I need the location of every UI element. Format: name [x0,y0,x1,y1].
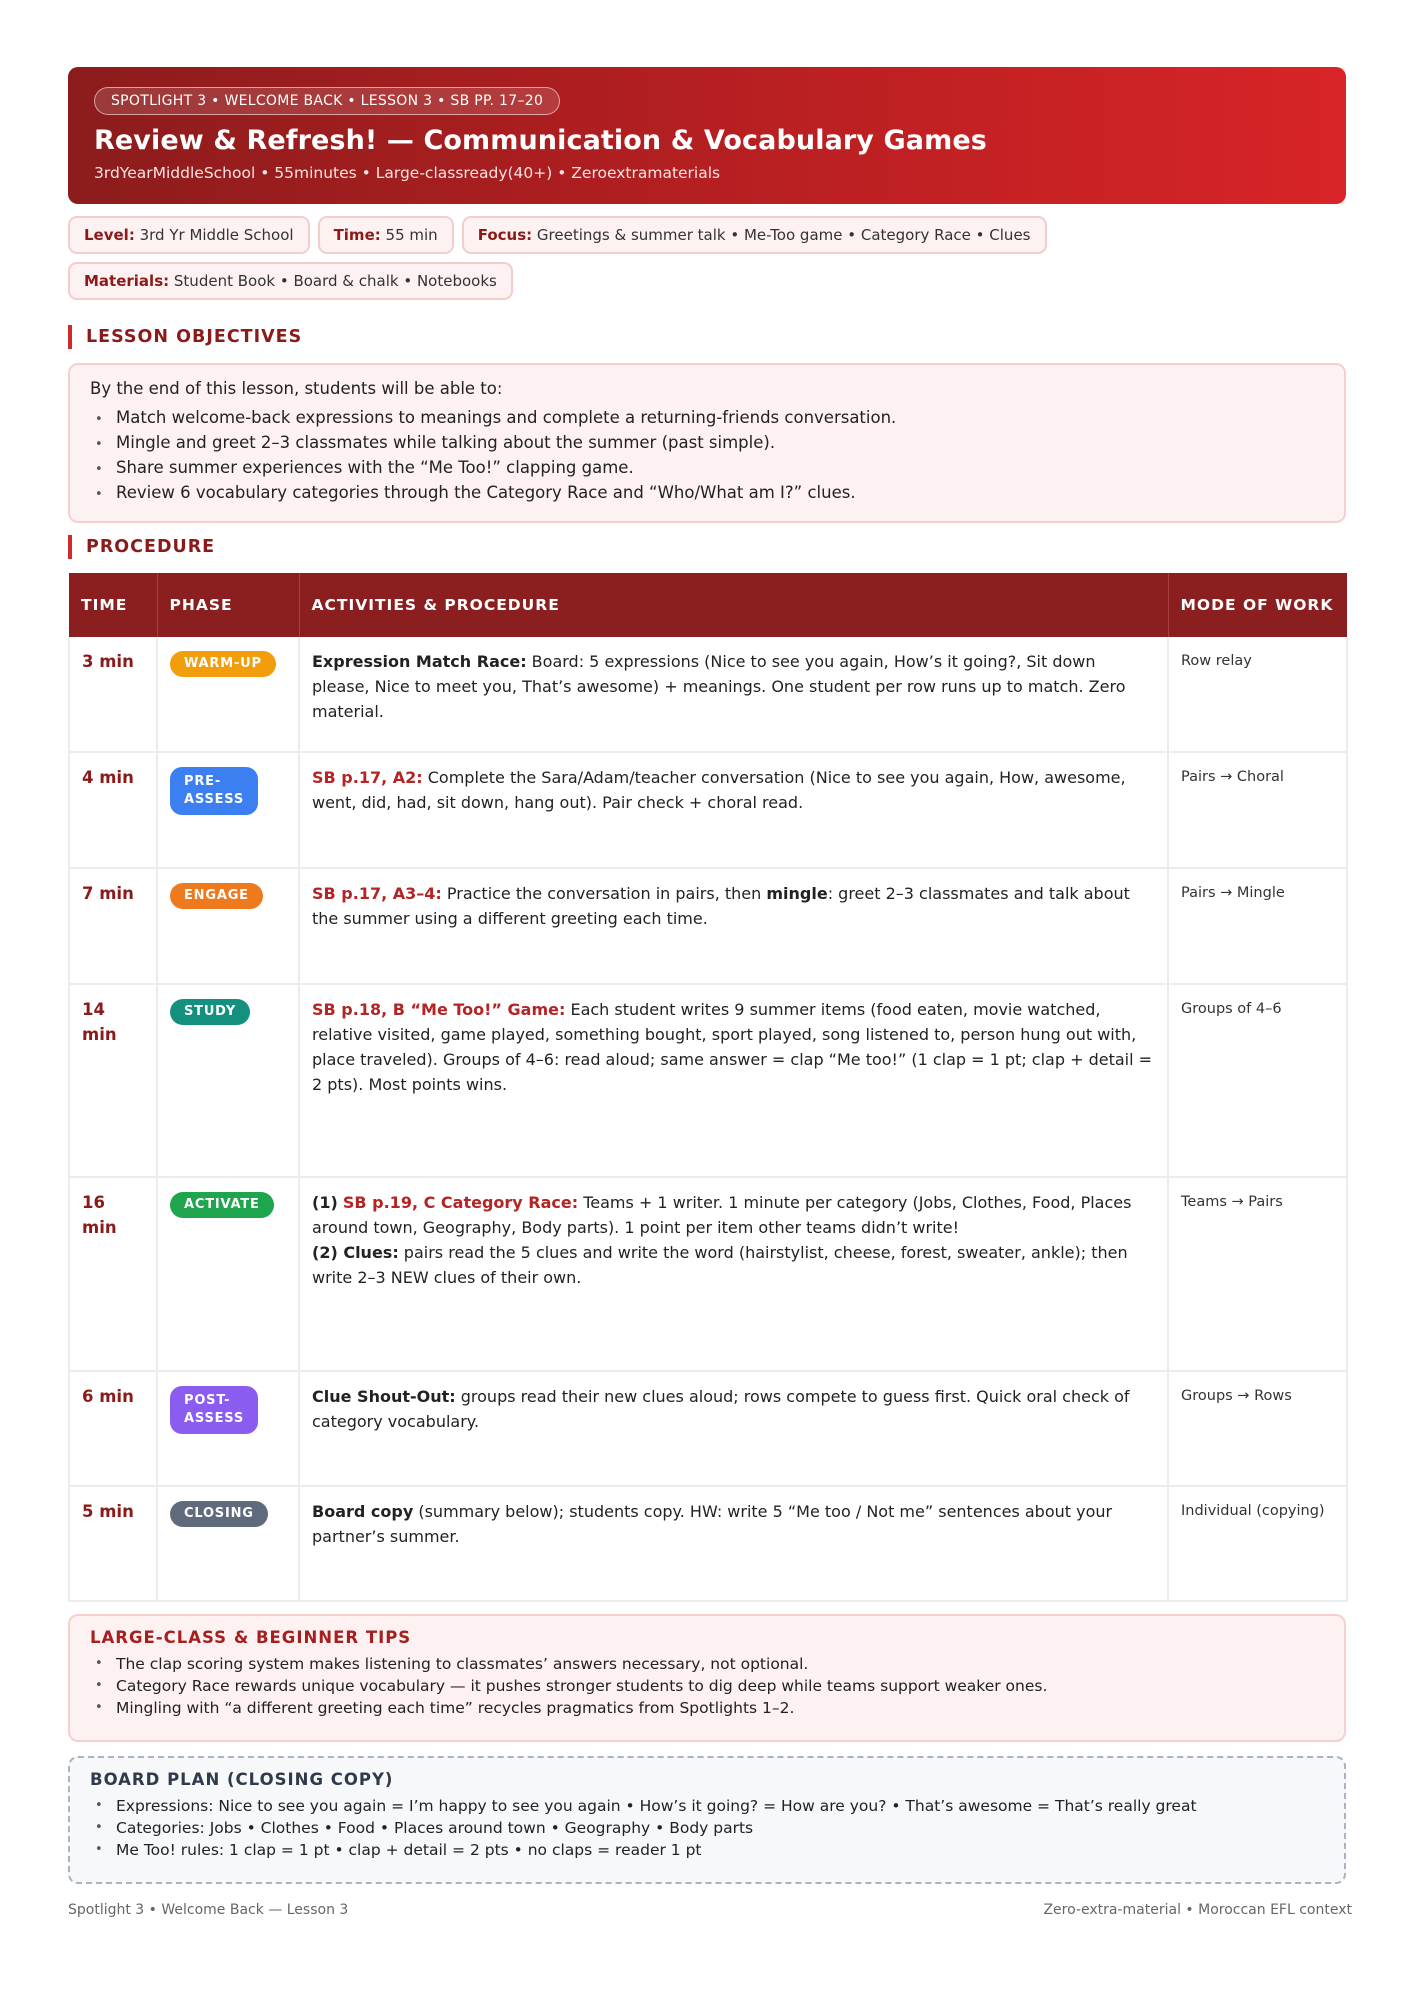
table-row [69,984,1347,1177]
board-plan-item: • Me Too! rules: 1 clap = 1 pt • clap + detail = 2 pts • no claps = reader 1 pt [90,1839,1324,1861]
objective-item: • Match welcome-back expressions to meanings and complete a returning-friends conversation. [90,405,1324,430]
table-row [69,1177,1347,1371]
focus-value: Greetings & summer talk • Me-Too game • Category Race • Clues [536,226,1031,244]
phase-badge: WARM-UP [170,651,276,677]
phase-badge: CLOSING [170,1501,268,1527]
materials-label: Materials: [84,272,170,290]
row-phase [157,752,299,868]
tips-list [90,1653,1324,1719]
board-plan-item: • Expressions: Nice to see you again = I’m happy to see you again • How’s it going? = How are you? • That’s awesome = That’s really great [90,1795,1324,1817]
page-subtitle: 3rdYearMiddleSchool • 55minutes • Large-classready(40+) • Zeroextramaterials [94,164,721,182]
board-plan-list [90,1795,1324,1861]
row-mode: Individual (copying) [1168,1486,1347,1601]
table-row [69,752,1347,868]
activity-text: Practice the conversation in pairs, then [441,884,767,903]
activity-reference: SB p.17, A2: [312,768,423,787]
row-phase [157,984,299,1177]
objectives-list [90,405,1324,505]
row-activity [299,1486,1168,1601]
activity-text: : greet 2–3 classmates and talk about the summer using a different greeting each time. [312,884,1130,928]
objective-item: • Review 6 vocabulary categories through the Category Race and “Who/What am I?” clues. [90,480,1324,505]
row-activity [299,752,1168,868]
board-plan-heading: BOARD PLAN (CLOSING COPY) [90,1770,394,1789]
activity-reference: SB p.19, C Category Race: [342,1193,579,1212]
activity-text: groups read their new clues aloud; rows compete to guess first. Quick oral check of category vocabulary. [312,1387,1130,1431]
row-activity [299,1177,1168,1371]
objectives-heading: LESSON OBJECTIVES [68,325,302,349]
activity-number: (2) Clues: [312,1243,399,1262]
header-banner [68,67,1346,204]
row-time: 3 min [69,637,157,752]
board-plan-box [68,1756,1346,1884]
row-time: 6 min [69,1371,157,1486]
phase-badge: ACTIVATE [170,1192,274,1218]
focus-chip [462,216,1047,254]
objectives-box [68,363,1346,523]
tip-item: • The clap scoring system makes listening to classmates’ answers necessary, not optional. [90,1653,1324,1675]
table-row [69,1486,1347,1601]
info-chips [68,216,1358,308]
row-phase [157,1371,299,1486]
row-time: 7 min [69,868,157,984]
row-activity [299,1371,1168,1486]
level-chip [68,216,310,254]
row-time: 14 min [69,984,157,1177]
row-mode: Teams → Pairs [1168,1177,1347,1371]
activity-text: Each student writes 9 summer items (food eaten, movie watched, relative visited, game played, something bought, sport played, song listened to, person hung out with, place traveled). Groups of 4–6: read aloud; same answer = clap “Me too!” (1 clap = 1 pt; clap + detail = 2 pts). Most points wins. [312,1000,1153,1094]
procedure-table [68,573,1348,1602]
phase-label-line1: POST- [184,1393,231,1408]
activity-reference: SB p.18, B “Me Too!” Game: [312,1000,566,1019]
objective-item: • Share summer experiences with the “Me Too!” clapping game. [90,455,1324,480]
activity-text: Complete the Sara/Adam/teacher conversation (Nice to see you again, How, awesome, went, did, had, sit down, hang out). Pair check + choral read. [312,768,1126,812]
activity-number: (1) [312,1193,338,1212]
tip-item: • Category Race rewards unique vocabulary — it pushes stronger students to dig deep while teams support weaker ones. [90,1675,1324,1697]
table-header-row [69,573,1347,637]
board-plan-item: • Categories: Jobs • Clothes • Food • Places around town • Geography • Body parts [90,1817,1324,1839]
footer-left: Spotlight 3 • Welcome Back — Lesson 3 [68,1902,349,1918]
activity-text: Board: 5 expressions (Nice to see you again, How’s it going?, Sit down please, Nice to meet you, That’s awesome) + meanings. One student per row runs up to match. Zero material. [312,652,1126,721]
row-mode: Pairs → Mingle [1168,868,1347,984]
time-label: Time: [333,226,381,244]
activity-title: Board copy [312,1502,414,1521]
phase-label-line2: ASSESS [184,1411,245,1426]
row-activity [299,984,1168,1177]
row-mode: Pairs → Choral [1168,752,1347,868]
activity-text: (summary below); students copy. HW: write 5 “Me too / Not me” sentences about your partner’s summer. [312,1502,1113,1546]
phase-badge [170,1386,258,1434]
row-time: 5 min [69,1486,157,1601]
activity-text: pairs read the 5 clues and write the word (hairstylist, cheese, forest, sweater, ankle); then write 2–3 NEW clues of their own. [312,1243,1128,1287]
table-row [69,1371,1347,1486]
row-time: 16 min [69,1177,157,1371]
tips-box [68,1614,1346,1742]
time-chip [318,216,454,254]
materials-value: Student Book • Board & chalk • Notebooks [173,272,497,290]
focus-label: Focus: [477,226,533,244]
tips-heading: LARGE-CLASS & BEGINNER TIPS [90,1628,412,1647]
col-activities-header: ACTIVITIES & PROCEDURE [299,573,1168,637]
activity-title: Expression Match Race: [312,652,527,671]
time-value: 55 min [385,226,438,244]
phase-badge: STUDY [170,999,250,1025]
phase-label-line2: ASSESS [184,792,245,807]
activity-reference: SB p.17, A3–4: [312,884,442,903]
activity-text: Teams + 1 writer. 1 minute per category (Jobs, Clothes, Food, Places around town, Geography, Body parts). 1 point per item other teams didn’t write! [312,1193,1132,1237]
row-phase [157,637,299,752]
col-mode-header: MODE OF WORK [1168,573,1347,637]
level-value: 3rd Yr Middle School [139,226,294,244]
page-title: Review & Refresh! — Communication & Vocabulary Games [94,125,987,156]
objectives-intro: By the end of this lesson, students will be able to: [90,379,503,398]
col-time-header: TIME [69,573,157,637]
row-mode: Groups → Rows [1168,1371,1347,1486]
activity-title: Clue Shout-Out: [312,1387,456,1406]
row-phase [157,1177,299,1371]
phase-label-line1: PRE- [184,774,222,789]
lesson-pill: SPOTLIGHT 3 • WELCOME BACK • LESSON 3 • SB PP. 17–20 [94,87,560,115]
footer-right: Zero-extra-material • Moroccan EFL context [1043,1902,1352,1918]
phase-badge [170,767,258,815]
level-label: Level: [84,226,135,244]
procedure-heading: PROCEDURE [68,535,215,559]
row-phase [157,868,299,984]
materials-chip [68,262,513,300]
table-row [69,637,1347,752]
table-row [69,868,1347,984]
page-footer [68,1902,1352,1918]
row-mode: Row relay [1168,637,1347,752]
row-phase [157,1486,299,1601]
col-phase-header: PHASE [157,573,299,637]
row-activity [299,868,1168,984]
objective-item: • Mingle and greet 2–3 classmates while talking about the summer (past simple). [90,430,1324,455]
phase-badge: ENGAGE [170,883,263,909]
tip-item: • Mingling with “a different greeting each time” recycles pragmatics from Spotlights 1–2. [90,1697,1324,1719]
activity-keyword: mingle [766,884,828,903]
row-activity [299,637,1168,752]
row-mode: Groups of 4–6 [1168,984,1347,1177]
row-time: 4 min [69,752,157,868]
